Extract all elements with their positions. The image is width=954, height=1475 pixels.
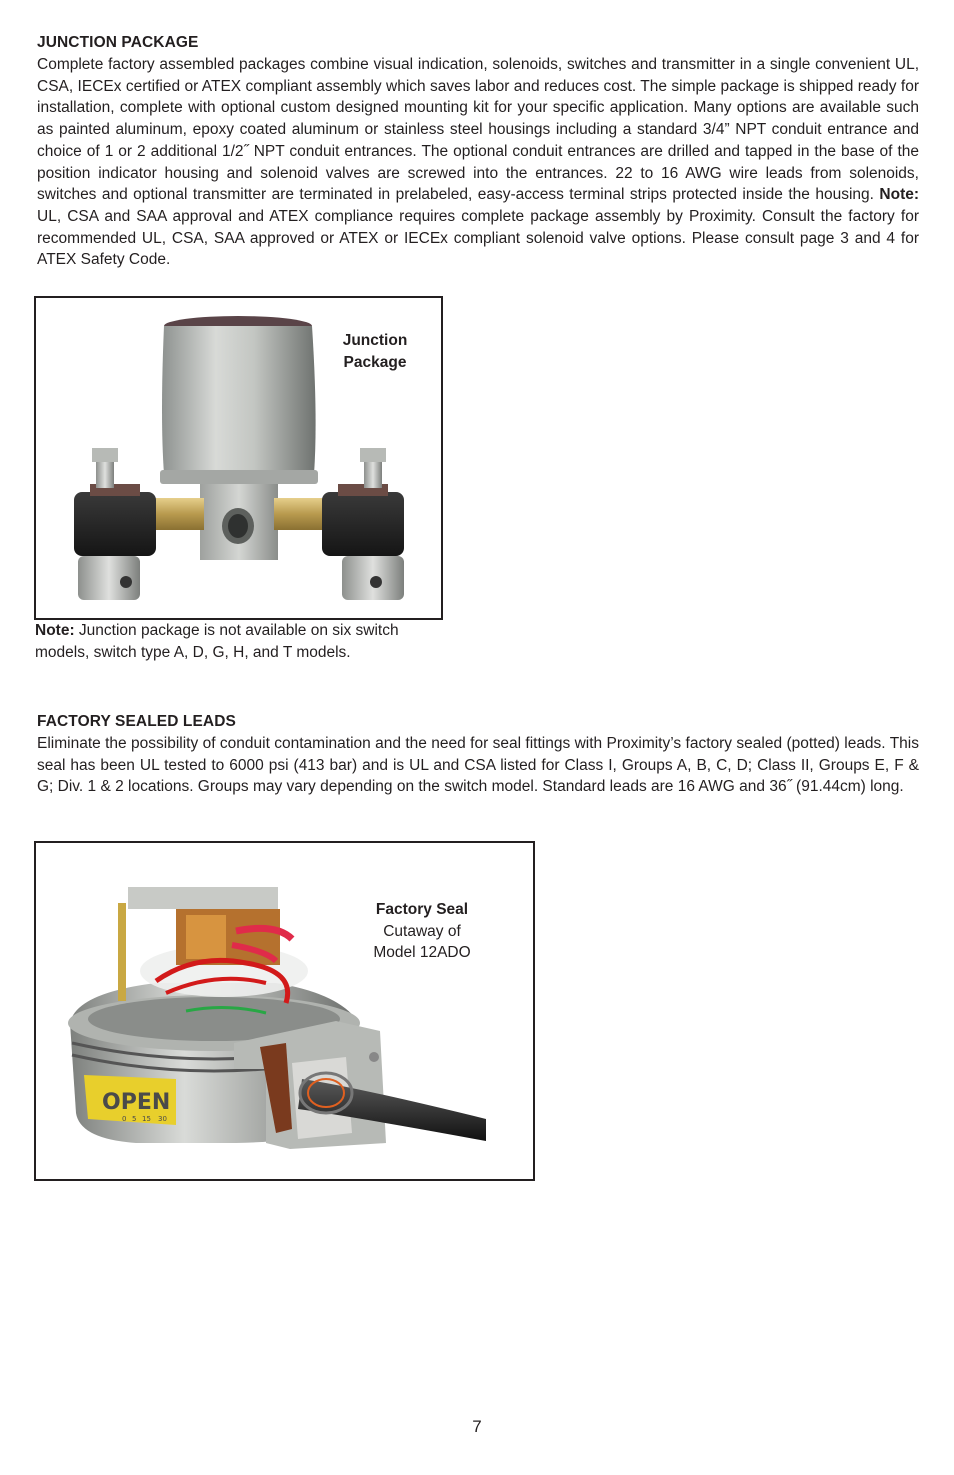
dial-tick-0: 0 [122, 1115, 127, 1123]
dial-open-text: OPEN [102, 1090, 171, 1115]
factory-seal-photo [36, 843, 533, 1179]
factory-seal-label-line3: Model 12ADO [373, 944, 471, 961]
caption-note-label: Note: [35, 622, 75, 639]
factory-seal-label-line2: Cutaway of [383, 922, 461, 940]
junction-figure-label [332, 330, 418, 373]
junction-package-figure [34, 296, 443, 620]
junction-note-label: Note: [879, 186, 920, 204]
sealed-paragraph: Eliminate the possibility of conduit contamination and the need for seal fittings with Proximity’s factory sealed (potted) leads. This seal has been UL tested to 6000 psi (413 bar) and is UL and CSA listed for Class I, Groups A, B, C, D; Class II, Groups E, F & G; Div. 1 & 2 locations. Groups may vary depending on the switch model. Standard leads are 16 AWG and 36˝ (91.44cm) long. [37, 735, 919, 796]
dial-tick-15: 15 [142, 1115, 151, 1123]
sealed-heading: FACTORY SEALED LEADS [37, 713, 236, 730]
junction-paragraph-text: Complete factory assembled packages combine visual indication, solenoids, switches and transmitter in a single convenient UL, CSA, IECEx certified or ATEX compliant assembly which saves labor and reduces cost. The simple package is shipped ready for installation, complete with optional custom designed mounting kit for your specific application. Many options are available such as painted aluminum, epoxy coated aluminum or stainless steel housings including a standard 3/4” NPT conduit entrance and choice of 1 or 2 additional 1/2˝ NPT conduit entrances. The optional conduit entrances are drilled and tapped in the base of the position indicator housing and solenoid valves are screwed into the entrances. 22 to 16 AWG wire leads from solenoids, switches and optional transmitter are terminated in prelabeled, easy-access terminal strips protected inside the housing. [37, 56, 919, 204]
factory-seal-label-line1: Factory Seal [375, 901, 469, 918]
junction-figure-label-line2: Package [343, 353, 407, 371]
junction-paragraph [37, 54, 919, 271]
junction-figure-caption [35, 620, 445, 664]
junction-heading: JUNCTION PACKAGE [37, 34, 199, 51]
junction-paragraph-note-text: UL, CSA and SAA approval and ATEX compliance requires complete package assembly by Proximity. Consult the factory for recommended UL, CSA, SAA approved or ATEX or IECEx compliant solenoid valve options. Please consult page 3 and 4 for ATEX Safety Code. [37, 207, 919, 269]
caption-note-text: Junction package is not available on six switch models, switch type A, D, G, H, and T models. [35, 622, 399, 661]
junction-figure-label-line1: Junction [342, 332, 408, 349]
page-number: 7 [472, 1417, 482, 1436]
factory-seal-figure-label [362, 899, 482, 964]
dial-tick-5: 5 [132, 1115, 137, 1123]
dial-tick-30: 30 [158, 1115, 167, 1123]
factory-seal-figure [34, 841, 535, 1181]
